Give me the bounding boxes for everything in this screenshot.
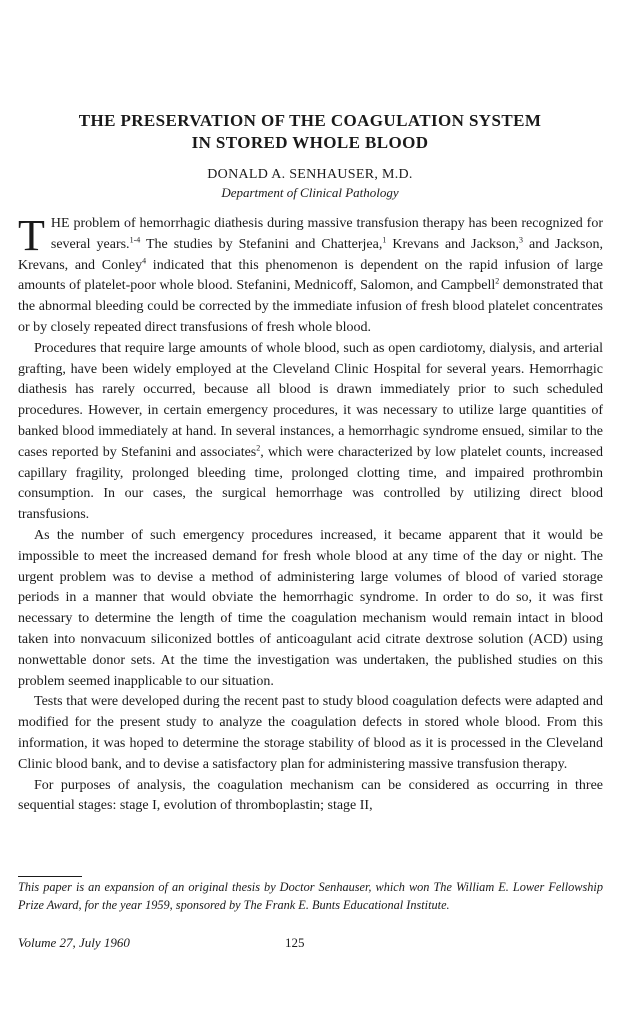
paragraph-2-text-b: , which were characterized by low platelet counts, increased capillary fragility, prolonged bleeding time, prolonged clotting time, and impaired prothrombin consumption. In our cases, the surgical hemorrhage was controlled by utilizing direct blood transfusions. [18,444,603,523]
author-name: DONALD A. SENHAUSER, M.D. [207,167,413,182]
paragraph-5: For purposes of analysis, the coagulation mechanism can be considered as occurring in three sequential stages: stage I, evolution of thromboplastin; stage II, [18,777,603,814]
paragraph-1-text-a: HE problem of hemorrhagic diathesis during massive transfusion therapy has been recognized for several years. [50,216,603,252]
reference-marker: 4 [142,255,147,265]
reference-marker: 1 [382,235,387,245]
title-line-1: THE PRESERVATION OF THE COAGULATION SYSTEM [78,111,542,130]
reference-marker: 2 [256,443,261,453]
article-title [20,110,600,154]
paragraph-1 [18,211,604,339]
paragraph-1-text-b: The studies by Stefanini and Chatterjea, [140,236,383,252]
footnote-divider [18,876,82,877]
paragraph-2-text-a: Procedures that require large amounts of whole blood, such as open cardiotomy, dialysis, and arterial grafting, have been widely employed at the Cleveland Clinic Hospital for several years. Hemorrhagic diathesis has rarely occurred, because all blood is drawn immediately prior to such scheduled procedures. However, in certain emergency procedures, it was necessary to utilize large quantities of banked blood immediately at hand. In several instances, a hemorrhagic syndrome ensued, similar to the cases reported by Stefanini and associates [18,340,603,460]
journal-volume-date: Volume 27, July 1960 [18,935,130,950]
paragraph-1-text-d: and Jackson, Krevans, and Conley [18,236,604,273]
paragraph-3: As the number of such emergency procedures increased, it became apparent that it would be impossible to meet the increased demand for fresh whole blood at any time of the day or night. The urgent problem was to devise a method of administering large volumes of blood of varied storage periods in a manner that would obviate the hemorrhagic syndrome. In order to do so, it was first necessary to determine the length of time the coagulation mechanism would remain intact in blood taken into nonvacuum siliconized bottles of anticoagulant acid citrate dextrose solution (ACD) using nonwettable donor sets. At the time the investigation was undertaken, the published studies on this problem seemed inapplicable to our situation. [18,527,603,689]
paragraph-1-text-e: indicated that this phenomenon is dependent on the rapid infusion of large amounts of platelet-poor whole blood. Stefanini, Mednicoff, Salomon, and Campbell [18,257,603,294]
page-number: 125 [285,935,305,950]
footnote: This paper is an expansion of an original thesis by Doctor Senhauser, which won The William E. Lower Fellowship Prize Award, for the year 1959, sponsored by The Frank E. Bunts Educational Institute. [18,880,603,912]
title-line-2: IN STORED WHOLE BLOOD [191,133,429,152]
reference-marker: 2 [495,276,500,286]
drop-cap: T [18,211,45,260]
paragraph-4: Tests that were developed during the recent past to study blood coagulation defects were adapted and modified for the present study to analyze the coagulation defects in stored whole blood. From this information, it was hoped to determine the storage stability of blood as it is processed in the Cleveland Clinic blood bank, and to devise a satisfactory plan for administering massive transfusion therapy. [18,694,603,772]
article-body [18,211,604,817]
paragraph-2 [18,339,603,526]
reference-marker: 3 [519,235,523,245]
author-department: Department of Clinical Pathology [221,185,399,200]
paragraph-1-text-f: demonstrated that the abnormal bleeding could be corrected by the immediate infusion of fresh blood platelet concentrates or by closely repeated direct transfusions of fresh whole blood. [18,278,603,335]
paragraph-1-text-c: Krevans and Jackson, [386,236,519,252]
reference-marker: 1-4 [129,235,141,245]
